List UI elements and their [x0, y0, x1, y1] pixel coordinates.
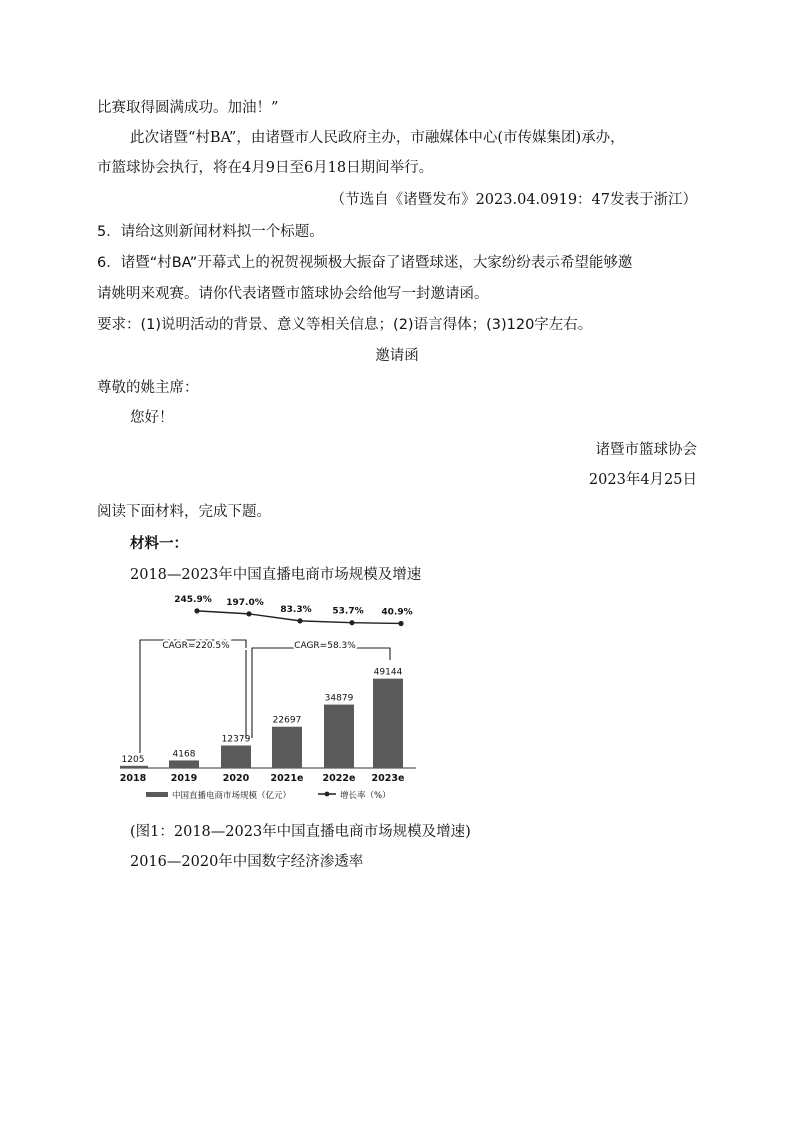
letter-date: 2023年4月25日	[588, 472, 697, 488]
bar-2023e	[373, 679, 403, 768]
bar-2018	[120, 766, 148, 768]
letter-signature: 诸暨市篮球协会	[595, 442, 697, 458]
bar-2019	[169, 760, 199, 768]
letter-title: 邀请函	[375, 348, 419, 364]
bar-value-label: 4168	[172, 749, 196, 760]
bar-value-label: 1205	[121, 754, 145, 765]
bar-value-label: 34879	[324, 693, 354, 704]
legend-bar-label: 中国直播电商市场规模（亿元）	[172, 791, 292, 801]
bar-value-label: 12379	[221, 734, 251, 745]
category-label: 2018	[120, 773, 147, 784]
growth-point	[194, 608, 199, 613]
category-label: 2023e	[371, 773, 405, 784]
growth-label: 197.0%	[226, 597, 264, 608]
requirements: 要求：(1)说明活动的背景、意义等相关信息；(2)语言得体；(3)120字左右。	[97, 317, 593, 333]
news-line-3: 市篮球协会执行，将在4月9日至6月18日期间举行。	[97, 160, 434, 176]
bar-2020	[221, 745, 251, 768]
figure-caption: (图1：2018—2023年中国直播电商市场规模及增速)	[130, 824, 471, 840]
letter-greeting: 您好！	[130, 410, 174, 426]
bar-2022e	[324, 705, 354, 768]
material-label: 材料一：	[130, 535, 188, 552]
growth-point	[398, 621, 403, 626]
live-commerce-chart	[120, 588, 430, 810]
growth-point	[297, 618, 302, 623]
legend-bar-swatch	[146, 792, 168, 797]
category-label: 2022e	[322, 773, 356, 784]
legend-line-label: 增长率（%）	[340, 791, 391, 801]
letter-salutation: 尊敬的姚主席：	[97, 380, 199, 396]
category-label: 2020	[222, 773, 250, 784]
reading-instruction: 阅读下面材料，完成下题。	[97, 504, 271, 520]
category-label: 2021e	[270, 773, 304, 784]
cagr-label-2: CAGR=58.3%	[294, 641, 356, 651]
question-6-line-2: 请姚明来观赛。请你代表诸暨市篮球协会给他写一封邀请函。	[97, 286, 489, 302]
cagr-label-1: CAGR=220.5%	[162, 641, 230, 651]
growth-label: 40.9%	[381, 607, 413, 618]
legend-line-marker	[325, 792, 330, 797]
bar-value-label: 49144	[373, 667, 403, 678]
growth-point	[246, 611, 251, 616]
question-6-line-1: 6．诸暨“村BA”开幕式上的祝贺视频极大振奋了诸暨球迷，大家纷纷表示希望能够邀	[97, 255, 633, 271]
news-line-1: 比赛取得圆满成功。加油！”	[97, 100, 279, 116]
growth-label: 245.9%	[174, 594, 212, 605]
growth-point	[349, 620, 354, 625]
question-5: 5．请给这则新闻材料拟一个标题。	[97, 224, 324, 240]
news-line-2: 此次诸暨“村BA”，由诸暨市人民政府主办，市融媒体中心(市传媒集团)承办，	[130, 130, 625, 146]
next-chart-title: 2016—2020年中国数字经济渗透率	[130, 854, 364, 870]
bar-value-label: 22697	[272, 715, 302, 726]
growth-label: 53.7%	[332, 606, 364, 617]
chart-title: 2018—2023年中国直播电商市场规模及增速	[130, 567, 422, 583]
bar-2021e	[272, 727, 302, 768]
growth-label: 83.3%	[280, 604, 312, 615]
category-label: 2019	[170, 773, 198, 784]
news-source: （节选自《诸暨发布》2023.04.0919：47发表于浙江）	[330, 192, 697, 208]
